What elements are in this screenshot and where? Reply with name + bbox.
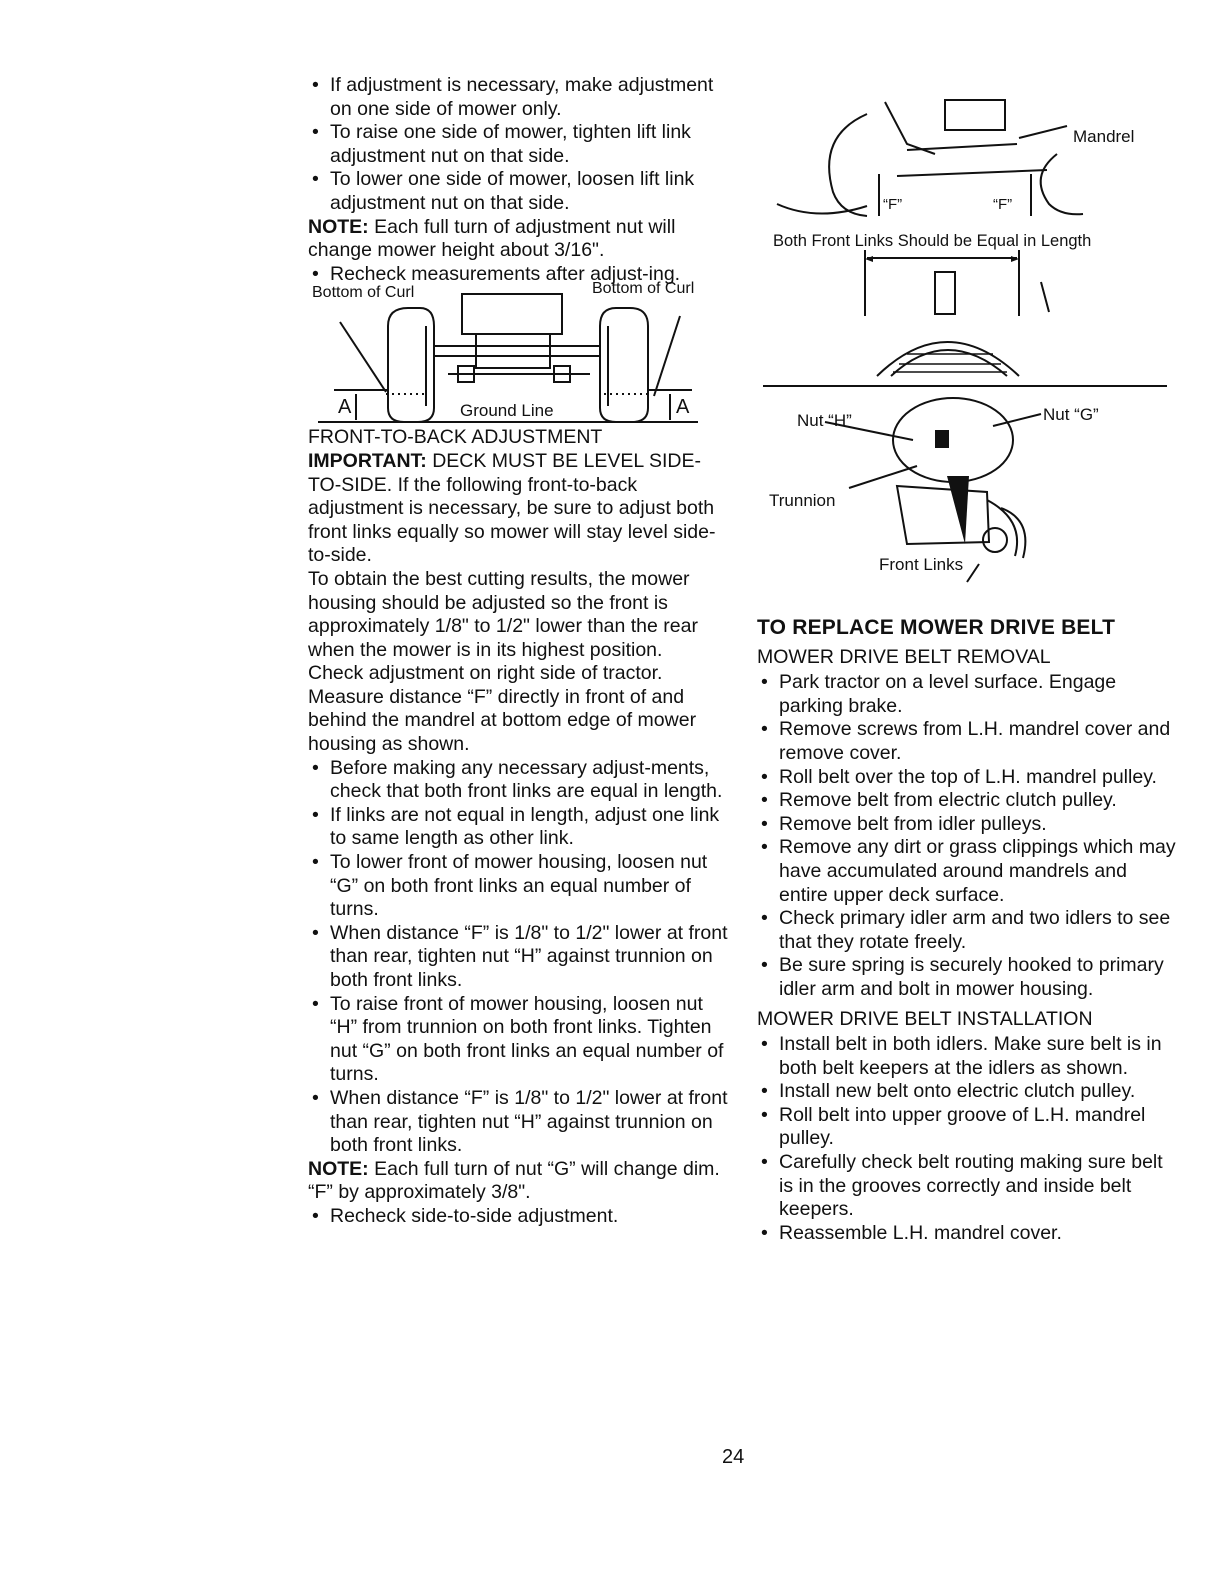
note-label: NOTE: xyxy=(308,215,369,238)
paragraph: To obtain the best cutting results, the mower housing should be adjusted so the front is approximately 1/8" to 1/2" lower than the rear when the mower is in its highest position. xyxy=(308,567,698,661)
bullet-item: • To raise front of mower housing, loosen nut “H” from trunnion on both front links. Tighten nut “G” on both front links an equal number of turns. xyxy=(308,993,728,1087)
bullet-item: • When distance “F” is 1/8" to 1/2" lower at front than rear, tighten nut “H” against trunnion on both front links. xyxy=(308,922,728,993)
bullet-item: • To lower one side of mower, loosen lift link adjustment nut on that side. xyxy=(308,168,728,215)
right-column xyxy=(757,96,1177,1245)
bullet-item: • Roll belt into upper groove of L.H. mandrel pulley. xyxy=(757,1104,1177,1151)
mandrel-figure xyxy=(757,96,1167,396)
fig-label-mandrel: Mandrel xyxy=(1073,127,1135,146)
bullet-item: • Before making any necessary adjust-ments, check that both front links are equal in length. xyxy=(308,757,728,804)
bullet-item: • Recheck measurements after adjust-ing. xyxy=(308,263,728,287)
fig-label-bottom-of-curl-right: Bottom of Curl xyxy=(592,280,695,298)
bullet-item: • Recheck side-to-side adjustment. xyxy=(308,1205,728,1229)
bullet-item: • Remove belt from idler pulleys. xyxy=(757,813,1177,837)
bullet-item: • Install new belt onto electric clutch pulley. xyxy=(757,1080,1177,1104)
bullet-item: • If adjustment is necessary, make adjustment on one side of mower only. xyxy=(308,74,728,121)
bullet-item: • To raise one side of mower, tighten lift link adjustment nut on that side. xyxy=(308,121,728,168)
bullet-item: • If links are not equal in length, adjust one link to same length as other link. xyxy=(308,804,728,851)
bullet-item: • Roll belt over the top of L.H. mandrel pulley. xyxy=(757,766,1177,790)
note-paragraph xyxy=(308,216,728,263)
fig-label-a-right: A xyxy=(676,396,690,419)
fig-label-bottom-of-curl-left: Bottom of Curl xyxy=(312,284,415,302)
page-number: 24 xyxy=(722,1446,745,1468)
bullet-item: • Reassemble L.H. mandrel cover. xyxy=(757,1222,1177,1246)
fig-label-f-rear: “F” xyxy=(993,196,1013,213)
fig-caption-front-links: Both Front Links Should be Equal in Length xyxy=(773,232,1092,250)
paragraph: Check adjustment on right side of tractor. Measure distance “F” directly in front of and behind the mandrel at bottom edge of mower housing as shown. xyxy=(308,662,697,756)
bullet-item: • Remove screws from L.H. mandrel cover and remove cover. xyxy=(757,718,1177,765)
bullet-item: • Remove belt from electric clutch pulley. xyxy=(757,789,1177,813)
bullet-item: • To lower front of mower housing, loosen nut “G” on both front links an equal number of turns. xyxy=(308,851,728,922)
bullet-item: • Install belt in both idlers. Make sure belt is in both belt keepers at the idlers as shown. xyxy=(757,1033,1177,1080)
bullet-item: • When distance “F” is 1/8" to 1/2" lower at front than rear, tighten nut “H” against trunnion on both front links. xyxy=(308,1087,728,1158)
bullet-item: • Park tractor on a level surface. Engage parking brake. xyxy=(757,671,1177,718)
left-column xyxy=(308,74,728,1229)
fig-label-nut-h: Nut “H” xyxy=(797,411,852,430)
fig-label-trunnion: Trunnion xyxy=(769,491,836,510)
note-text: Each full turn of nut “G” will change dim. “F” by approximately 3/8". xyxy=(308,1157,720,1204)
note-text: Each full turn of adjustment nut will change mower height about 3/16". xyxy=(308,215,676,262)
important-paragraph xyxy=(308,450,728,568)
bullet-item: • Remove any dirt or grass clippings which may have accumulated around mandrels and entire upper deck surface. xyxy=(757,836,1177,907)
side-to-side-figure xyxy=(308,280,718,426)
fig-label-front-links: Front Links xyxy=(879,555,964,574)
section-heading-replace-belt: TO REPLACE MOWER DRIVE BELT xyxy=(757,616,1116,639)
section-heading: FRONT-TO-BACK ADJUSTMENT xyxy=(308,426,603,449)
subheading-belt-installation: MOWER DRIVE BELT INSTALLATION xyxy=(757,1007,1093,1030)
fig-label-nut-g: Nut “G” xyxy=(1043,405,1099,424)
note-paragraph xyxy=(308,1158,728,1205)
important-label: IMPORTANT: xyxy=(308,449,427,472)
bullet-item: • Be sure spring is securely hooked to primary idler arm and bolt in mower housing. xyxy=(757,954,1177,1001)
fig-label-a-left: A xyxy=(338,396,352,419)
note-label: NOTE: xyxy=(308,1157,369,1180)
bullet-item: • Carefully check belt routing making sure belt is in the grooves correctly and inside belt keepers. xyxy=(757,1151,1177,1222)
subheading-belt-removal: MOWER DRIVE BELT REMOVAL xyxy=(757,645,1051,668)
fig-label-f-front: “F” xyxy=(883,196,903,213)
bullet-item: • Check primary idler arm and two idlers to see that they rotate freely. xyxy=(757,907,1177,954)
nut-trunnion-figure xyxy=(757,396,1167,608)
important-text: DECK MUST BE LEVEL SIDE-TO-SIDE. If the following front-to-back adjustment is necessary, be sure to adjust both front links equally so mower will stay level side-to-side. xyxy=(308,449,716,567)
fig-label-ground-line: Ground Line xyxy=(460,401,554,421)
